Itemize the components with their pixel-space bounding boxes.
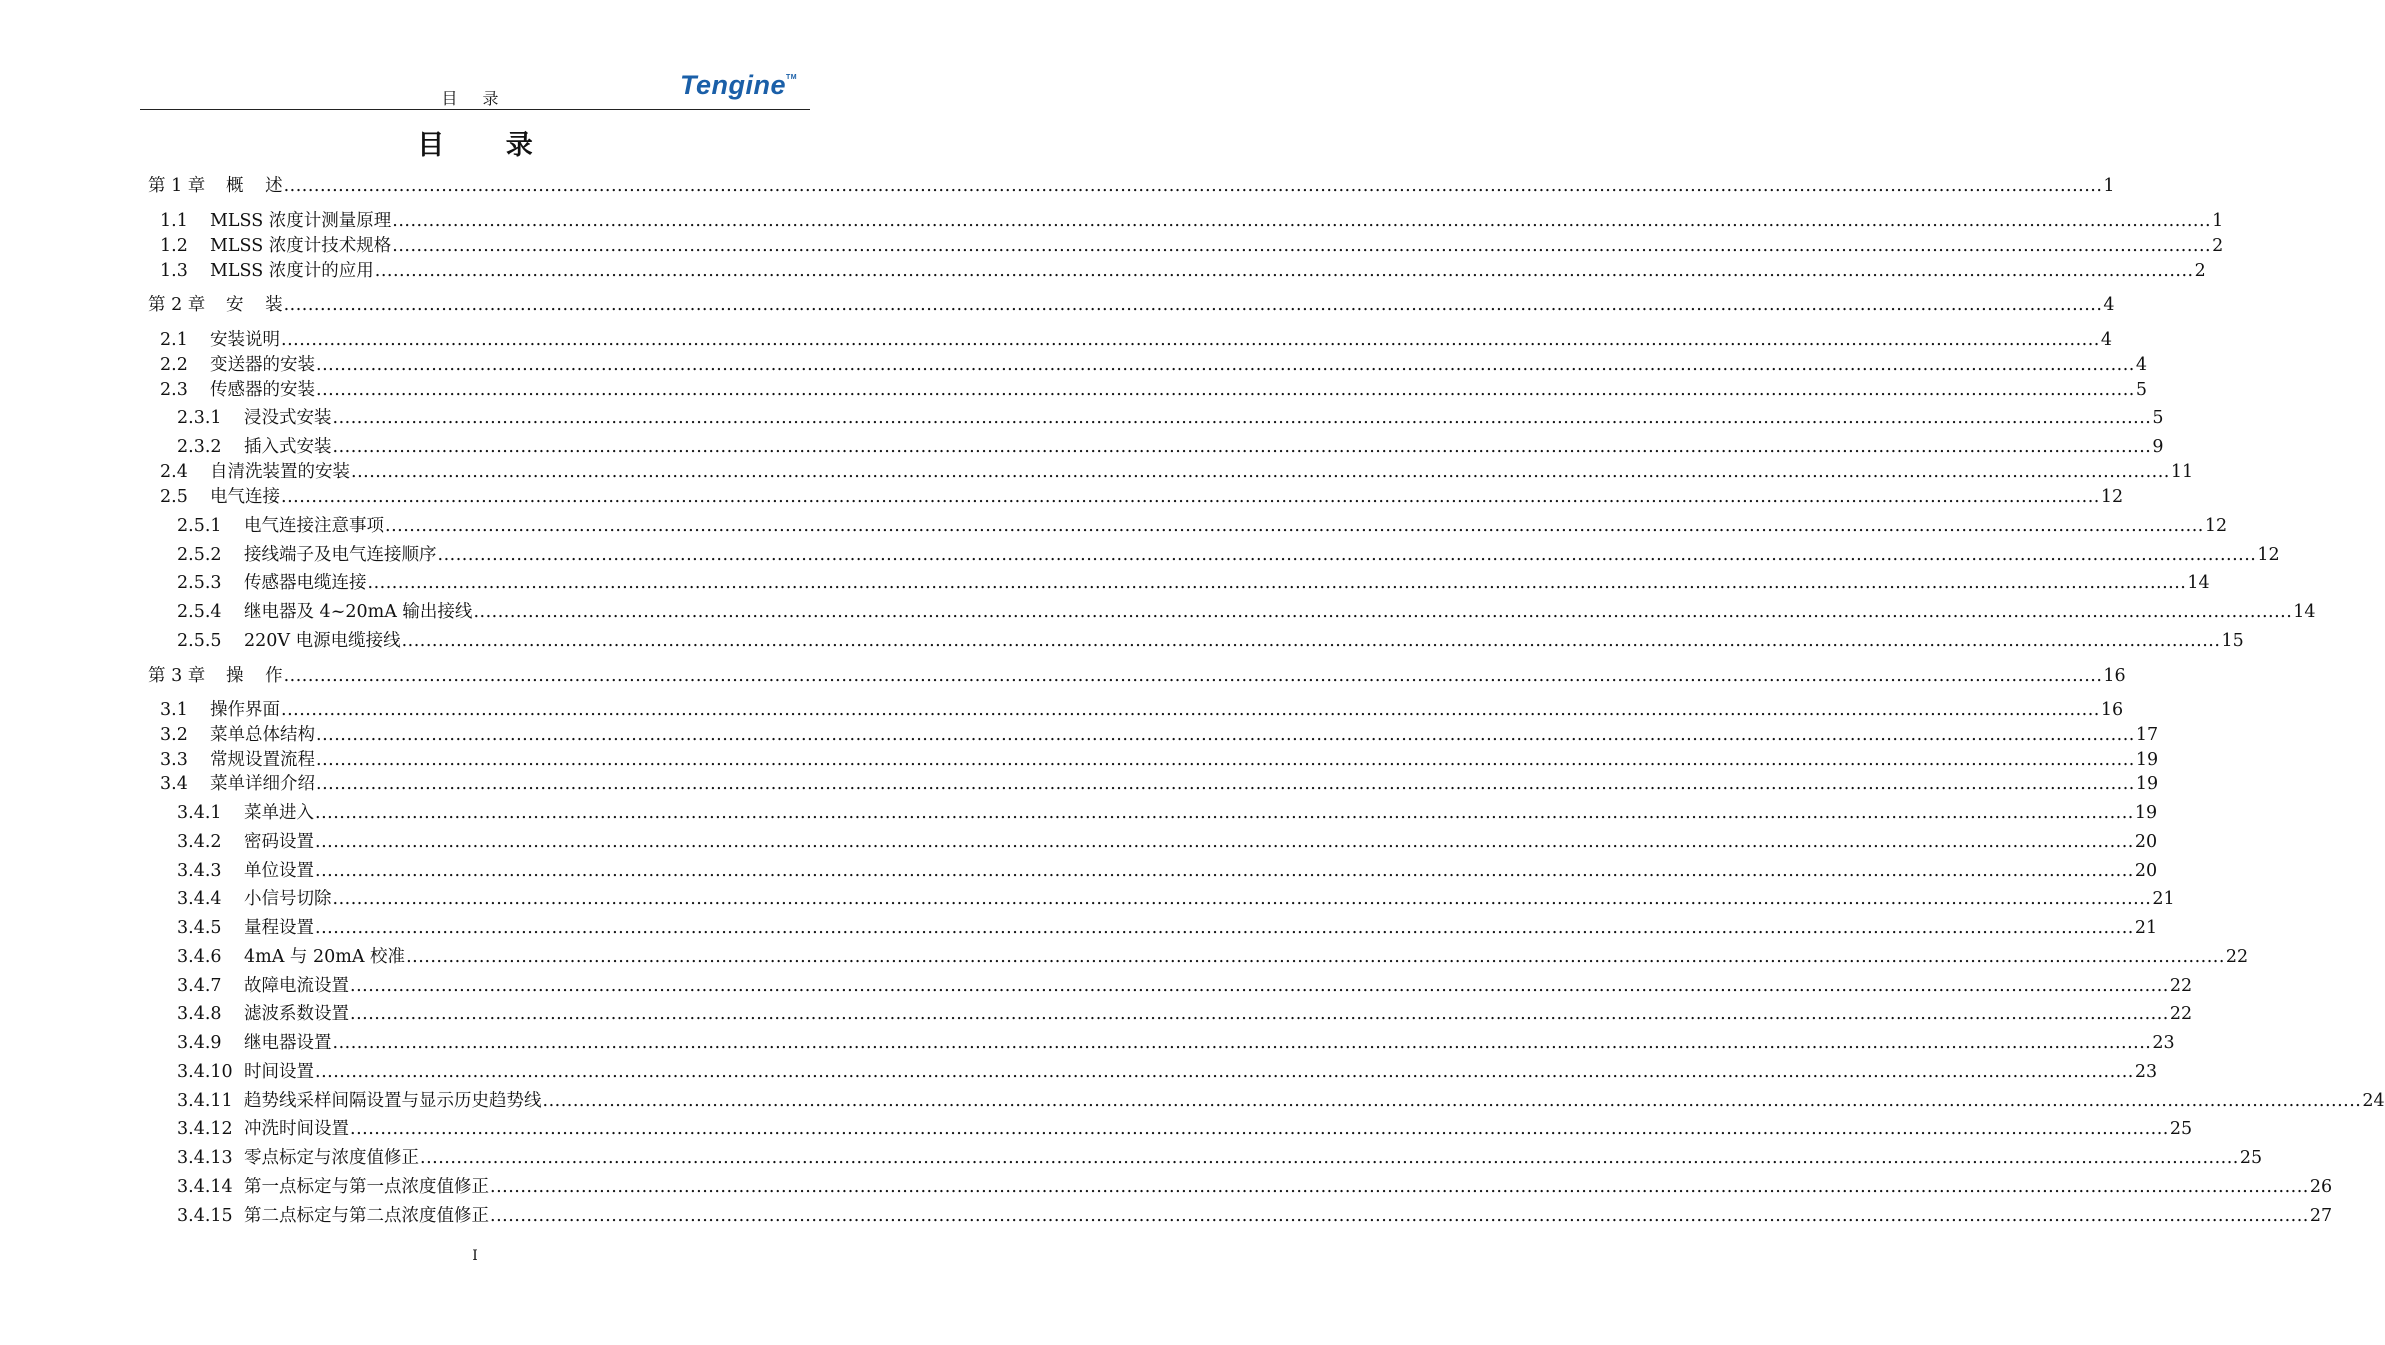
tengine-logo — [680, 70, 797, 101]
toc-entry-title: 第一点标定与第一点浓度值修正 — [244, 1177, 489, 1197]
toc-entry-number: 3.4.11 — [177, 1091, 233, 1111]
toc-section-entry[interactable] — [177, 1117, 2193, 1141]
toc-section-entry[interactable] — [177, 887, 2175, 911]
toc-entry-number: 第 1 章 — [148, 176, 206, 196]
toc-entry-page: 17 — [2135, 725, 2159, 745]
toc-entry-number: 3.4.7 — [177, 976, 222, 996]
toc-entry-page: 14 — [2293, 602, 2316, 622]
toc-entry-number: 3.4.12 — [177, 1119, 233, 1139]
toc-section-entry[interactable] — [177, 801, 2158, 825]
toc-entry-title: 单位设置 — [244, 861, 314, 881]
toc-entry-page: 23 — [2152, 1033, 2175, 1053]
toc-entry-number: 2.5.1 — [177, 516, 222, 536]
toc-entry-title: 菜单总体结构 — [210, 725, 315, 745]
toc-entry-title: 概 述 — [226, 176, 291, 196]
toc-section-entry[interactable] — [160, 723, 2159, 747]
toc-dot-leader: ............................................................................................................................................................................................................................................................................................................ — [332, 1033, 2152, 1053]
toc-entry-title: 冲洗时间设置 — [244, 1119, 349, 1139]
toc-entry-title: 菜单详细介绍 — [210, 774, 315, 794]
toc-section-entry[interactable] — [177, 1060, 2158, 1084]
toc-entry-number: 3.4.6 — [177, 947, 222, 967]
toc-section-entry[interactable] — [177, 514, 2228, 538]
toc-dot-leader: ............................................................................................................................................................................................................................................................................................................ — [283, 176, 2103, 196]
toc-entry-title: 安 装 — [226, 295, 291, 315]
toc-entry-title: 菜单进入 — [244, 803, 314, 823]
toc-dot-leader: ............................................................................................................................................................................................................................................................................................................ — [316, 774, 2135, 794]
toc-entry-page: 5 — [2135, 380, 2147, 400]
toc-entry-page: 16 — [2100, 700, 2124, 720]
toc-entry-title: MLSS 浓度计的应用 — [210, 261, 374, 281]
toc-dot-leader: ............................................................................................................................................................................................................................................................................................................ — [392, 236, 2212, 256]
toc-entry-number: 3.4.13 — [177, 1148, 233, 1168]
toc-entry-page: 22 — [2169, 976, 2193, 996]
toc-entry-number: 3.4.5 — [177, 918, 222, 938]
toc-entry-page: 12 — [2257, 545, 2280, 565]
toc-entry-number: 3.4 — [160, 774, 188, 794]
toc-entry-page: 14 — [2187, 573, 2210, 593]
toc-section-entry[interactable] — [160, 234, 2224, 258]
toc-section-entry[interactable] — [177, 571, 2210, 595]
toc-entry-number: 3.4.1 — [177, 803, 222, 823]
page-title: 目 录 — [417, 130, 559, 161]
toc-entry-number: 2.1 — [160, 330, 188, 350]
toc-chapter-entry[interactable] — [148, 293, 2115, 317]
toc-entry-title: 传感器电缆连接 — [244, 573, 367, 593]
toc-entry-page: 20 — [2134, 832, 2158, 852]
toc-section-entry[interactable] — [160, 259, 2206, 283]
page-number: I — [472, 1248, 478, 1264]
toc-section-entry[interactable] — [160, 328, 2112, 352]
toc-entry-page: 25 — [2169, 1119, 2193, 1139]
toc-entry-page: 4 — [2100, 330, 2112, 350]
toc-entry-page: 5 — [2152, 408, 2164, 428]
toc-dot-leader: ............................................................................................................................................................................................................................................................................................................ — [315, 918, 2134, 938]
toc-entry-title: 220V 电源电缆接线 — [244, 631, 401, 651]
toc-entry-title: 安装说明 — [210, 330, 280, 350]
toc-entry-page: 11 — [2170, 462, 2194, 482]
toc-entry-page: 21 — [2152, 889, 2175, 909]
toc-entry-page: 24 — [2362, 1091, 2385, 1111]
toc-entry-page: 19 — [2135, 774, 2159, 794]
logo-text: Tengine — [680, 70, 787, 100]
toc-dot-leader: ............................................................................................................................................................................................................................................................................................................ — [350, 1004, 2169, 1024]
toc-section-entry[interactable] — [177, 1175, 2333, 1199]
toc-dot-leader: ............................................................................................................................................................................................................................................................................................................ — [401, 631, 2221, 651]
toc-entry-number: 2.3 — [160, 380, 188, 400]
toc-dot-leader: ............................................................................................................................................................................................................................................................................................................ — [367, 573, 2187, 593]
toc-entry-number: 1.3 — [160, 261, 188, 281]
toc-entry-number: 2.5 — [160, 487, 188, 507]
toc-entry-title: 趋势线采样间隔设置与显示历史趋势线 — [244, 1091, 542, 1111]
toc-section-entry[interactable] — [160, 209, 2224, 233]
toc-section-entry[interactable] — [177, 435, 2164, 459]
toc-entry-number: 3.4.14 — [177, 1177, 233, 1197]
toc-entry-number: 3.1 — [160, 700, 188, 720]
toc-entry-title: 常规设置流程 — [210, 750, 315, 770]
toc-entry-page: 12 — [2204, 516, 2228, 536]
toc-dot-leader: ............................................................................................................................................................................................................................................................................................................ — [316, 355, 2135, 375]
toc-entry-number: 3.4.4 — [177, 889, 222, 909]
toc-section-entry[interactable] — [160, 460, 2194, 484]
toc-entry-page: 19 — [2135, 750, 2159, 770]
toc-entry-number: 1.2 — [160, 236, 188, 256]
toc-entry-number: 2.5.4 — [177, 602, 222, 622]
toc-dot-leader: ............................................................................................................................................................................................................................................................................................................ — [437, 545, 2257, 565]
toc-dot-leader: ............................................................................................................................................................................................................................................................................................................ — [332, 889, 2152, 909]
toc-entry-title: 继电器设置 — [244, 1033, 332, 1053]
toc-entry-page: 22 — [2225, 947, 2249, 967]
toc-entry-title: 密码设置 — [244, 832, 314, 852]
toc-section-entry[interactable] — [177, 859, 2158, 883]
toc-entry-page: 2 — [2212, 236, 2224, 256]
toc-entry-page: 23 — [2134, 1062, 2158, 1082]
toc-dot-leader: ............................................................................................................................................................................................................................................................................................................ — [315, 803, 2134, 823]
toc-entry-title: 浸没式安装 — [244, 408, 332, 428]
toc-entry-title: 传感器的安装 — [210, 380, 315, 400]
toc-entry-title: 4mA 与 20mA 校准 — [244, 947, 406, 967]
toc-dot-leader: ............................................................................................................................................................................................................................................................................................................ — [316, 380, 2135, 400]
toc-entry-title: 操作界面 — [210, 700, 280, 720]
toc-dot-leader: ............................................................................................................................................................................................................................................................................................................ — [332, 408, 2152, 428]
toc-section-entry[interactable] — [177, 1002, 2193, 1026]
toc-section-entry[interactable] — [177, 1089, 2385, 1113]
toc-section-entry[interactable] — [160, 698, 2124, 722]
toc-entry-title: 第二点标定与第二点浓度值修正 — [244, 1206, 489, 1226]
toc-section-entry[interactable] — [160, 378, 2147, 402]
toc-entry-title: 继电器及 4~20mA 输出接线 — [244, 602, 473, 622]
toc-dot-leader: ............................................................................................................................................................................................................................................................................................................ — [490, 1177, 2309, 1197]
toc-chapter-entry[interactable] — [148, 664, 2126, 688]
toc-entry-page: 1 — [2103, 176, 2115, 196]
toc-entry-page: 2 — [2194, 261, 2206, 281]
toc-dot-leader: ............................................................................................................................................................................................................................................................................................................ — [315, 1062, 2134, 1082]
toc-dot-leader: ............................................................................................................................................................................................................................................................................................................ — [315, 832, 2134, 852]
toc-dot-leader: ............................................................................................................................................................................................................................................................................................................ — [542, 1091, 2362, 1111]
toc-dot-leader: ............................................................................................................................................................................................................................................................................................................ — [281, 487, 2100, 507]
toc-entry-number: 3.3 — [160, 750, 188, 770]
toc-entry-number: 2.5.5 — [177, 631, 222, 651]
toc-section-entry[interactable] — [177, 945, 2249, 969]
toc-section-entry[interactable] — [160, 353, 2147, 377]
toc-dot-leader: ............................................................................................................................................................................................................................................................................................................ — [315, 861, 2134, 881]
toc-dot-leader: ............................................................................................................................................................................................................................................................................................................ — [374, 261, 2194, 281]
toc-dot-leader: ............................................................................................................................................................................................................................................................................................................ — [283, 666, 2103, 686]
toc-entry-number: 3.4.8 — [177, 1004, 222, 1024]
toc-entry-title: 小信号切除 — [244, 889, 332, 909]
toc-entry-title: 电气连接注意事项 — [244, 516, 384, 536]
toc-entry-number: 第 3 章 — [148, 666, 206, 686]
toc-entry-number: 2.5.2 — [177, 545, 222, 565]
toc-section-entry[interactable] — [177, 974, 2193, 998]
toc-entry-page: 4 — [2135, 355, 2147, 375]
toc-section-entry[interactable] — [177, 1146, 2263, 1170]
running-header-title: 目 录 — [441, 89, 509, 108]
toc-entry-number: 2.2 — [160, 355, 188, 375]
toc-dot-leader: ............................................................................................................................................................................................................................................................................................................ — [351, 462, 2170, 482]
toc-entry-page: 19 — [2134, 803, 2158, 823]
toc-entry-number: 2.4 — [160, 462, 188, 482]
toc-entry-title: 插入式安装 — [244, 437, 332, 457]
toc-dot-leader: ............................................................................................................................................................................................................................................................................................................ — [316, 750, 2135, 770]
toc-entry-number: 3.4.10 — [177, 1062, 233, 1082]
toc-dot-leader: ............................................................................................................................................................................................................................................................................................................ — [392, 211, 2212, 231]
toc-section-entry[interactable] — [177, 830, 2158, 854]
toc-dot-leader: ............................................................................................................................................................................................................................................................................................................ — [281, 330, 2100, 350]
toc-chapter-entry[interactable] — [148, 174, 2115, 198]
toc-entry-title: 电气连接 — [210, 487, 280, 507]
toc-entry-number: 3.4.15 — [177, 1206, 233, 1226]
toc-entry-page: 21 — [2134, 918, 2158, 938]
toc-entry-page: 27 — [2309, 1206, 2333, 1226]
toc-entry-page: 25 — [2239, 1148, 2263, 1168]
toc-entry-number: 3.4.3 — [177, 861, 222, 881]
toc-entry-number: 2.3.2 — [177, 437, 222, 457]
toc-entry-number: 3.2 — [160, 725, 188, 745]
toc-entry-page: 4 — [2103, 295, 2115, 315]
toc-entry-page: 12 — [2100, 487, 2124, 507]
toc-entry-page: 15 — [2221, 631, 2244, 651]
toc-dot-leader: ............................................................................................................................................................................................................................................................................................................ — [350, 976, 2169, 996]
toc-entry-title: 操 作 — [226, 666, 291, 686]
toc-entry-title: 滤波系数设置 — [244, 1004, 349, 1024]
toc-entry-title: 变送器的安装 — [210, 355, 315, 375]
toc-entry-title: MLSS 浓度计技术规格 — [210, 236, 392, 256]
toc-entry-title: 量程设置 — [244, 918, 314, 938]
toc-entry-title: MLSS 浓度计测量原理 — [210, 211, 392, 231]
toc-section-entry[interactable] — [177, 1204, 2333, 1228]
toc-dot-leader: ............................................................................................................................................................................................................................................................................................................ — [332, 437, 2152, 457]
toc-entry-number: 3.4.2 — [177, 832, 222, 852]
toc-entry-page: 16 — [2103, 666, 2126, 686]
toc-entry-number: 2.5.3 — [177, 573, 222, 593]
toc-section-entry[interactable] — [177, 600, 2316, 624]
toc-dot-leader: ............................................................................................................................................................................................................................................................................................................ — [473, 602, 2293, 622]
toc-entry-title: 零点标定与浓度值修正 — [244, 1148, 419, 1168]
toc-entry-page: 26 — [2309, 1177, 2333, 1197]
toc-entry-title: 故障电流设置 — [244, 976, 349, 996]
toc-dot-leader: ............................................................................................................................................................................................................................................................................................................ — [490, 1206, 2309, 1226]
toc-section-entry[interactable] — [177, 916, 2158, 940]
toc-dot-leader: ............................................................................................................................................................................................................................................................................................................ — [385, 516, 2204, 536]
toc-section-entry[interactable] — [177, 406, 2164, 430]
toc-section-entry[interactable] — [160, 748, 2159, 772]
toc-entry-number: 3.4.9 — [177, 1033, 222, 1053]
toc-section-entry[interactable] — [177, 1031, 2175, 1055]
trademark-mark: TM — [786, 74, 798, 81]
toc-dot-leader: ............................................................................................................................................................................................................................................................................................................ — [350, 1119, 2169, 1139]
toc-entry-number: 1.1 — [160, 211, 188, 231]
toc-entry-title: 自清洗装置的安装 — [210, 462, 350, 482]
toc-entry-number: 第 2 章 — [148, 295, 206, 315]
header-rule — [140, 109, 810, 110]
toc-entry-page: 1 — [2212, 211, 2224, 231]
toc-dot-leader: ............................................................................................................................................................................................................................................................................................................ — [283, 295, 2103, 315]
toc-entry-number: 2.3.1 — [177, 408, 222, 428]
toc-entry-page: 22 — [2169, 1004, 2193, 1024]
toc-dot-leader: ............................................................................................................................................................................................................................................................................................................ — [316, 725, 2135, 745]
toc-dot-leader: ............................................................................................................................................................................................................................................................................................................ — [281, 700, 2100, 720]
toc-entry-page: 20 — [2134, 861, 2158, 881]
toc-section-entry[interactable] — [177, 629, 2244, 653]
toc-section-entry[interactable] — [160, 485, 2124, 509]
toc-entry-title: 接线端子及电气连接顺序 — [244, 545, 437, 565]
toc-section-entry[interactable] — [177, 543, 2280, 567]
toc-section-entry[interactable] — [160, 772, 2159, 796]
toc-entry-title: 时间设置 — [244, 1062, 314, 1082]
toc-dot-leader: ............................................................................................................................................................................................................................................................................................................ — [406, 947, 2225, 967]
toc-entry-page: 9 — [2152, 437, 2164, 457]
toc-dot-leader: ............................................................................................................................................................................................................................................................................................................ — [420, 1148, 2239, 1168]
